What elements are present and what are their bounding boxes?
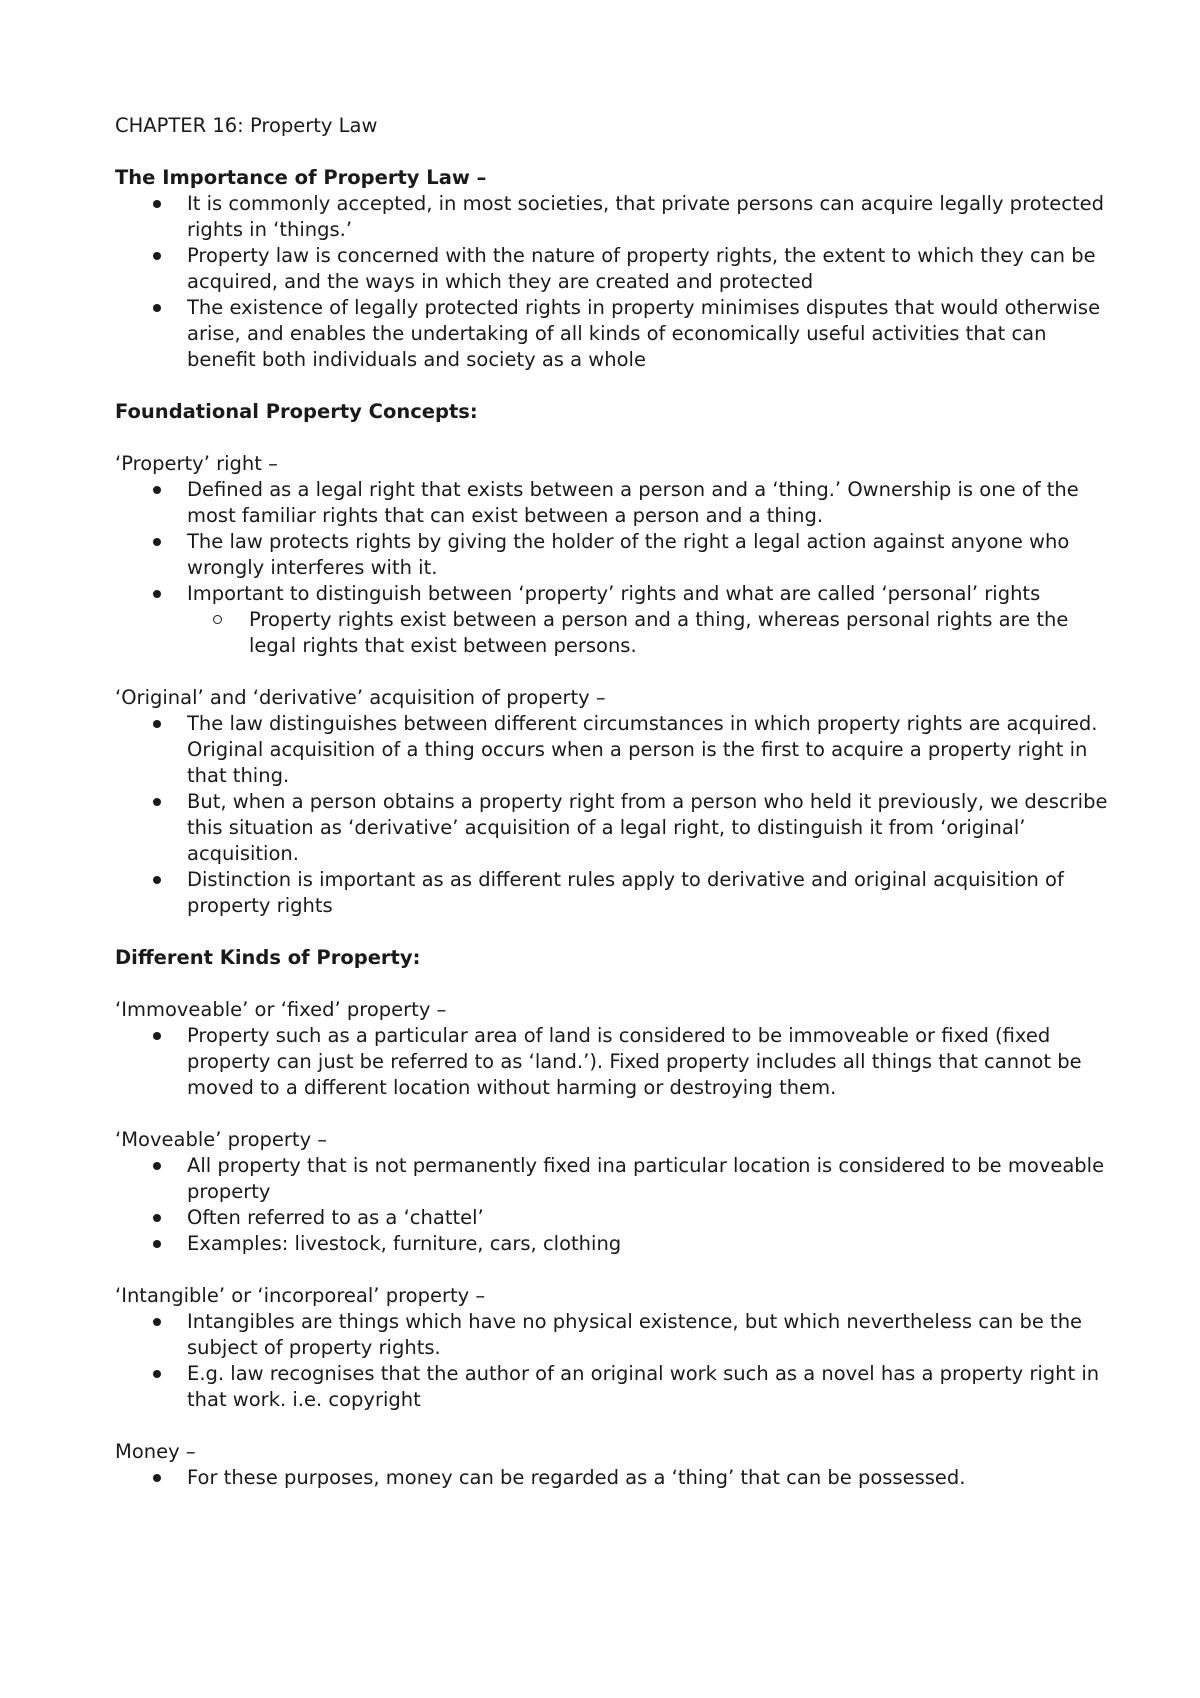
list-item: Examples: livestock, furniture, cars, clothing <box>115 1231 1115 1257</box>
list-item: Distinction is important as as different rules apply to derivative and original acquisition of property rights <box>115 867 1115 919</box>
bullet-icon <box>153 1474 161 1482</box>
list-item: The law protects rights by giving the holder of the right a legal action against anyone who wrongly interferes with it. <box>115 529 1115 581</box>
bullet-list-acquisition <box>115 711 1115 919</box>
subheading-money: Money – <box>115 1440 196 1463</box>
hollow-bullet-icon <box>213 615 222 624</box>
list-item: Intangibles are things which have no physical existence, but which nevertheless can be the subject of property rights. <box>115 1309 1115 1361</box>
bullet-icon <box>153 1214 161 1222</box>
list-item: It is commonly accepted, in most societies, that private persons can acquire legally protected rights in ‘things.’ <box>115 191 1115 243</box>
bullet-icon <box>153 1032 161 1040</box>
list-item: Defined as a legal right that exists between a person and a ‘thing.’ Ownership is one of the most familiar rights that can exist between a person and a thing. <box>115 477 1115 529</box>
bullet-list-moveable <box>115 1153 1115 1257</box>
list-item: Often referred to as a ‘chattel’ <box>115 1205 1115 1231</box>
document-page <box>115 113 1115 1491</box>
section-heading-foundational: Foundational Property Concepts: <box>115 400 478 423</box>
list-item: All property that is not permanently fixed ina particular location is considered to be moveable property <box>115 1153 1115 1205</box>
bullet-icon <box>153 876 161 884</box>
bullet-list-property-right <box>115 477 1115 659</box>
bullet-icon <box>153 590 161 598</box>
section-heading-kinds: Different Kinds of Property: <box>115 946 421 969</box>
bullet-icon <box>153 252 161 260</box>
subheading-intangible: ‘Intangible’ or ‘incorporeal’ property – <box>115 1284 486 1307</box>
sub-bullet-list <box>115 607 1115 659</box>
list-item: For these purposes, money can be regarded as a ‘thing’ that can be possessed. <box>115 1465 1115 1491</box>
bullet-list-money <box>115 1465 1115 1491</box>
bullet-icon <box>153 798 161 806</box>
list-item: But, when a person obtains a property right from a person who held it previously, we describe this situation as ‘derivative’ acquisition of a legal right, to distinguish it from ‘original’ acquisition. <box>115 789 1115 867</box>
sub-list-item: Property rights exist between a person and a thing, whereas personal rights are the legal rights that exist between persons. <box>115 607 1115 659</box>
section-heading-importance: The Importance of Property Law – <box>115 166 487 189</box>
bullet-icon <box>153 1318 161 1326</box>
bullet-icon <box>153 200 161 208</box>
list-item: Property law is concerned with the nature of property rights, the extent to which they can be acquired, and the ways in which they are created and protected <box>115 243 1115 295</box>
bullet-icon <box>153 538 161 546</box>
subheading-property-right: ‘Property’ right – <box>115 452 278 475</box>
bullet-icon <box>153 1162 161 1170</box>
bullet-icon <box>153 486 161 494</box>
nested-list-container <box>115 607 1115 659</box>
bullet-list-intangible <box>115 1309 1115 1413</box>
list-item: The existence of legally protected rights in property minimises disputes that would otherwise arise, and enables the undertaking of all kinds of economically useful activities that can benefit both individuals and society as a whole <box>115 295 1115 373</box>
bullet-icon <box>153 304 161 312</box>
list-item: Important to distinguish between ‘property’ rights and what are called ‘personal’ rights <box>115 581 1115 607</box>
subheading-moveable: ‘Moveable’ property – <box>115 1128 328 1151</box>
subheading-acquisition: ‘Original’ and ‘derivative’ acquisition of property – <box>115 686 606 709</box>
bullet-icon <box>153 720 161 728</box>
chapter-title: CHAPTER 16: Property Law <box>115 114 378 137</box>
list-item: Property such as a particular area of land is considered to be immoveable or fixed (fixed property can just be referred to as ‘land.’). Fixed property includes all things that cannot be moved to a different location without harming or destroying them. <box>115 1023 1115 1101</box>
bullet-icon <box>153 1240 161 1248</box>
subheading-immoveable: ‘Immoveable’ or ‘fixed’ property – <box>115 998 447 1021</box>
list-item: The law distinguishes between different circumstances in which property rights are acquired. Original acquisition of a thing occurs when a person is the first to acquire a property right in that thing. <box>115 711 1115 789</box>
list-item: E.g. law recognises that the author of an original work such as a novel has a property right in that work. i.e. copyright <box>115 1361 1115 1413</box>
bullet-list-importance <box>115 191 1115 373</box>
bullet-list-immoveable <box>115 1023 1115 1101</box>
bullet-icon <box>153 1370 161 1378</box>
